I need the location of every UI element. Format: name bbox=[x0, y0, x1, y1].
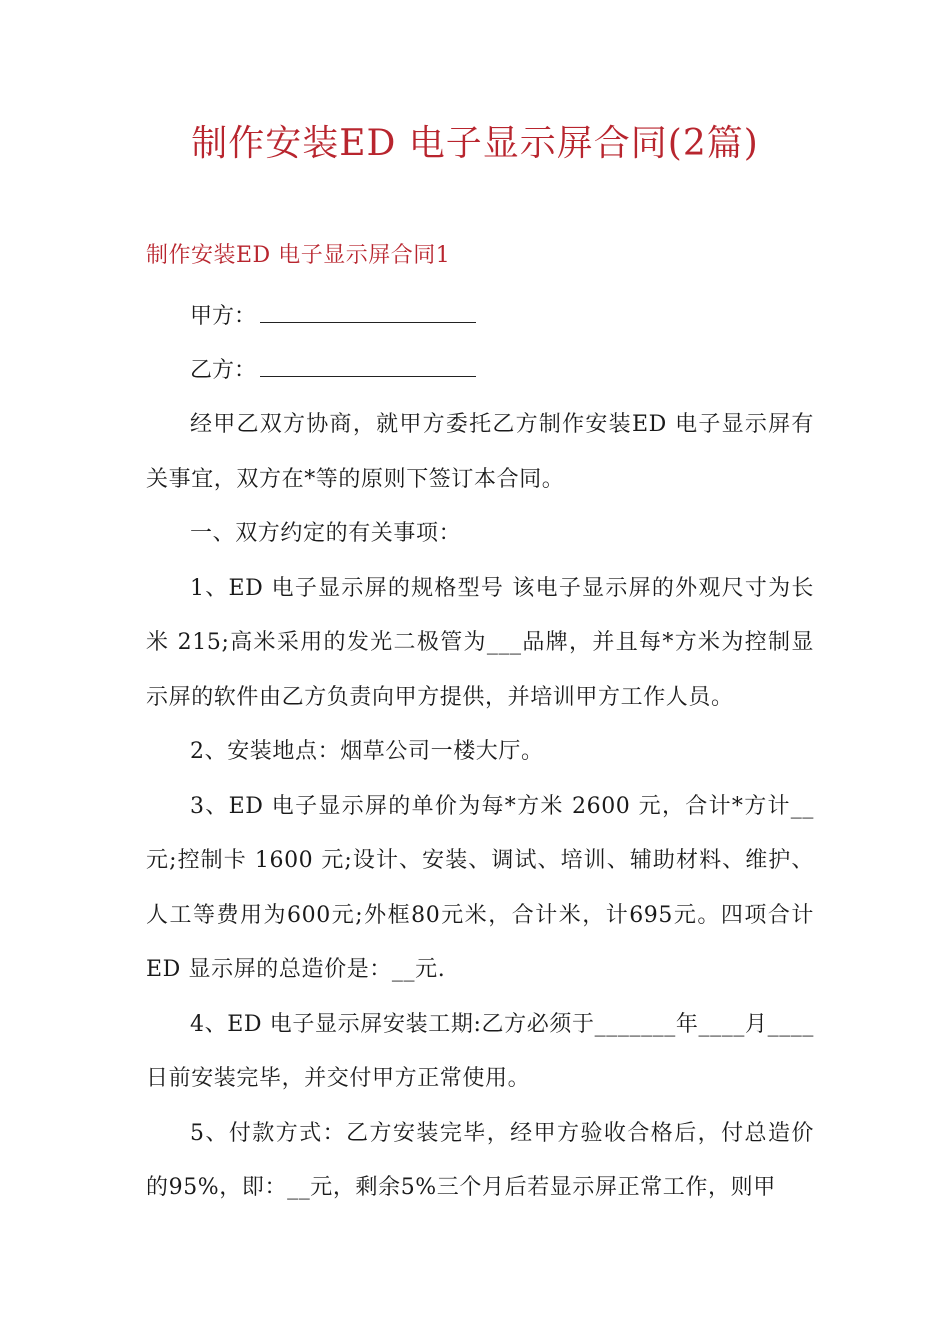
party-a-label: 甲方： bbox=[190, 304, 257, 329]
paragraph-price: 3、ED 电子显示屏的单价为每*方米 2600 元，合计*方计__元;控制卡 1600 元;设计、安装、调试、培训、辅助材料、维护、人工等费用为600元;外框80元米，合计米，计695元。四项合计ED 显示屏的总造价是：__元. bbox=[146, 793, 814, 982]
paragraph-agreed-items: 一、双方约定的有关事项： bbox=[190, 521, 462, 546]
party-a-blank bbox=[260, 304, 476, 323]
paragraph-specification: 1、ED 电子显示屏的规格型号 该电子显示屏的外观尺寸为长 米 215;高米采用的发光二极管为___品牌，并且每*方米为控制显示屏的软件由乙方负责向甲方提供，并培训甲方工作人员。 bbox=[146, 575, 814, 710]
party-a-line bbox=[146, 290, 814, 344]
paragraph-payment: 5、付款方式：乙方安装完毕，经甲方验收合格后，付总造价的95%，即：__元，剩余5%三个月后若显示屏正常工作，则甲 bbox=[146, 1120, 814, 1200]
section-heading: 制作安装ED 电子显示屏合同1 bbox=[146, 243, 451, 268]
document-title: 制作安装ED 电子显示屏合同(2篇) bbox=[191, 123, 759, 164]
party-b-label: 乙方： bbox=[190, 358, 257, 383]
document-body bbox=[146, 290, 814, 1216]
party-b-blank bbox=[260, 358, 476, 377]
paragraph-schedule: 4、ED 电子显示屏安装工期:乙方必须于_______年____月____日前安装完毕，并交付甲方正常使用。 bbox=[146, 1011, 814, 1091]
party-b-line bbox=[146, 344, 814, 398]
paragraph-location: 2、安装地点：烟草公司一楼大厅。 bbox=[190, 739, 544, 764]
paragraph-intro: 经甲乙双方协商，就甲方委托乙方制作安装ED 电子显示屏有关事宜，双方在*等的原则下签订本合同。 bbox=[146, 412, 814, 492]
